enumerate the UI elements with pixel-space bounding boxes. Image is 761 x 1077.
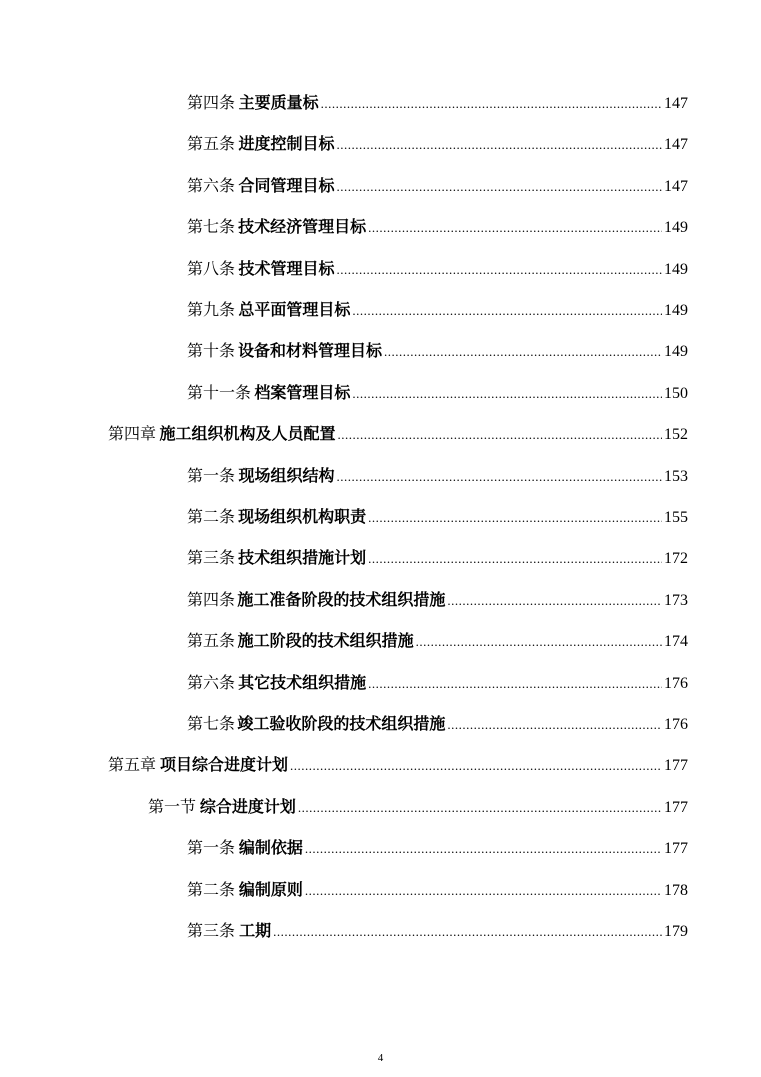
toc-entry-article[interactable] (187, 835, 688, 861)
toc-entry-title: 技术组织措施计划 (238, 548, 367, 567)
toc-entry-label: 第一条 (187, 466, 236, 485)
toc-entry-title: 合同管理目标 (238, 176, 335, 195)
toc-entry-label: 第十条 (187, 341, 236, 360)
dot-leader (298, 795, 662, 821)
toc-entry-article[interactable] (187, 918, 688, 944)
dot-leader (352, 381, 662, 407)
toc-entry-article[interactable] (187, 877, 688, 903)
toc-entry-label: 第二条 (187, 507, 236, 526)
toc-entry-page-number: 176 (664, 716, 688, 733)
dot-leader (337, 132, 663, 158)
toc-entry-label: 第九条 (187, 300, 236, 319)
toc-entry-title: 项目综合进度计划 (159, 755, 288, 774)
toc-entry-article[interactable] (187, 131, 688, 157)
toc-entry-page-number: 176 (664, 675, 688, 692)
toc-entry-article[interactable] (187, 338, 688, 364)
toc-entry-title: 总平面管理目标 (238, 300, 351, 319)
dot-leader (368, 546, 662, 572)
toc-entry-page-number: 147 (664, 178, 688, 195)
toc-entry-page-number: 147 (664, 95, 688, 112)
dot-leader (368, 505, 662, 531)
dot-leader (337, 464, 663, 490)
toc-entry-title: 综合进度计划 (199, 797, 296, 816)
dot-leader (384, 339, 662, 365)
toc-entry-article[interactable] (187, 297, 688, 323)
toc-entry-section[interactable] (148, 794, 688, 820)
toc-entry-title: 现场组织机构职责 (238, 507, 367, 526)
toc-entry-title: 施工准备阶段的技术组织措施 (237, 590, 446, 609)
toc-entry-page-number: 177 (664, 757, 688, 774)
toc-entry-label: 第一节 (148, 797, 197, 816)
dot-leader (305, 878, 662, 904)
toc-entry-label: 第七条 (187, 714, 236, 733)
toc-entry-label: 第五条 (187, 631, 236, 650)
toc-entry-article[interactable] (187, 90, 688, 116)
toc-entry-label: 第二条 (187, 880, 236, 899)
toc-entry-label: 第六条 (187, 673, 236, 692)
toc-entry-article[interactable] (187, 504, 688, 530)
toc-entry-page-number: 153 (664, 468, 688, 485)
toc-entry-page-number: 149 (664, 343, 688, 360)
toc-entry-label: 第一条 (187, 838, 236, 857)
page-number: 4 (377, 1052, 384, 1064)
dot-leader (368, 671, 662, 697)
toc-entry-article[interactable] (187, 256, 688, 282)
toc-entry-title: 档案管理目标 (254, 383, 351, 402)
dot-leader (447, 712, 662, 738)
toc-entry-article[interactable] (187, 628, 688, 654)
toc-entry-chapter[interactable] (108, 752, 688, 778)
toc-entry-article[interactable] (187, 214, 688, 240)
toc-entry-title: 技术管理目标 (238, 259, 335, 278)
toc-entry-page-number: 149 (664, 302, 688, 319)
toc-entry-title: 编制原则 (238, 880, 303, 899)
toc-entry-label: 第三条 (187, 921, 236, 940)
dot-leader (290, 753, 662, 779)
toc-entry-label: 第三条 (187, 548, 236, 567)
toc-entry-label: 第五章 (108, 755, 157, 774)
toc-entry-title: 其它技术组织措施 (238, 673, 367, 692)
toc-entry-article[interactable] (187, 587, 688, 613)
toc-entry-title: 技术经济管理目标 (238, 217, 367, 236)
toc-entry-title: 设备和材料管理目标 (237, 341, 382, 360)
toc-entry-article[interactable] (187, 711, 688, 737)
toc-entry-label: 第六条 (187, 176, 236, 195)
toc-entry-title: 进度控制目标 (238, 134, 335, 153)
toc-entry-label: 第五条 (187, 134, 236, 153)
dot-leader (416, 629, 662, 655)
dot-leader (337, 174, 663, 200)
dot-leader (273, 919, 662, 945)
dot-leader (352, 298, 662, 324)
toc-entry-page-number: 149 (664, 219, 688, 236)
toc-entry-title: 编制依据 (238, 838, 303, 857)
toc-entry-title: 施工组织机构及人员配置 (159, 424, 336, 443)
toc-entry-label: 第四章 (108, 424, 157, 443)
toc-entry-page-number: 155 (664, 509, 688, 526)
toc-entry-chapter[interactable] (108, 421, 688, 447)
toc-entry-page-number: 149 (664, 261, 688, 278)
dot-leader (305, 836, 662, 862)
toc-entry-title: 工期 (239, 921, 272, 940)
dot-leader (321, 91, 662, 117)
dot-leader (447, 588, 662, 614)
dot-leader (368, 215, 662, 241)
toc-entry-page-number: 179 (664, 923, 688, 940)
toc-entry-page-number: 150 (664, 385, 688, 402)
toc-entry-label: 第八条 (187, 259, 236, 278)
toc-entry-page-number: 173 (664, 592, 688, 609)
toc-entry-page-number: 152 (664, 426, 688, 443)
toc-entry-label: 第四条 (187, 93, 236, 112)
toc-entry-page-number: 172 (664, 550, 688, 567)
toc-entry-label: 第十一条 (187, 383, 252, 402)
toc-entry-article[interactable] (187, 545, 688, 571)
toc-entry-title: 主要质量标 (238, 93, 319, 112)
toc-entry-page-number: 177 (664, 799, 688, 816)
toc-entry-label: 第七条 (187, 217, 236, 236)
toc-entry-page-number: 177 (664, 840, 688, 857)
toc-entry-title: 施工阶段的技术组织措施 (237, 631, 414, 650)
dot-leader (338, 422, 663, 448)
toc-entry-article[interactable] (187, 463, 688, 489)
toc-entry-title: 现场组织结构 (238, 466, 335, 485)
toc-entry-label: 第四条 (187, 590, 236, 609)
toc-entry-page-number: 174 (664, 633, 688, 650)
dot-leader (337, 257, 663, 283)
toc-entry-article[interactable] (187, 670, 688, 696)
toc-entry-page-number: 147 (664, 136, 688, 153)
toc-entry-article[interactable] (187, 380, 688, 406)
toc-entry-title: 竣工验收阶段的技术组织措施 (237, 714, 446, 733)
toc-entry-article[interactable] (187, 173, 688, 199)
toc-entry-page-number: 178 (664, 882, 688, 899)
